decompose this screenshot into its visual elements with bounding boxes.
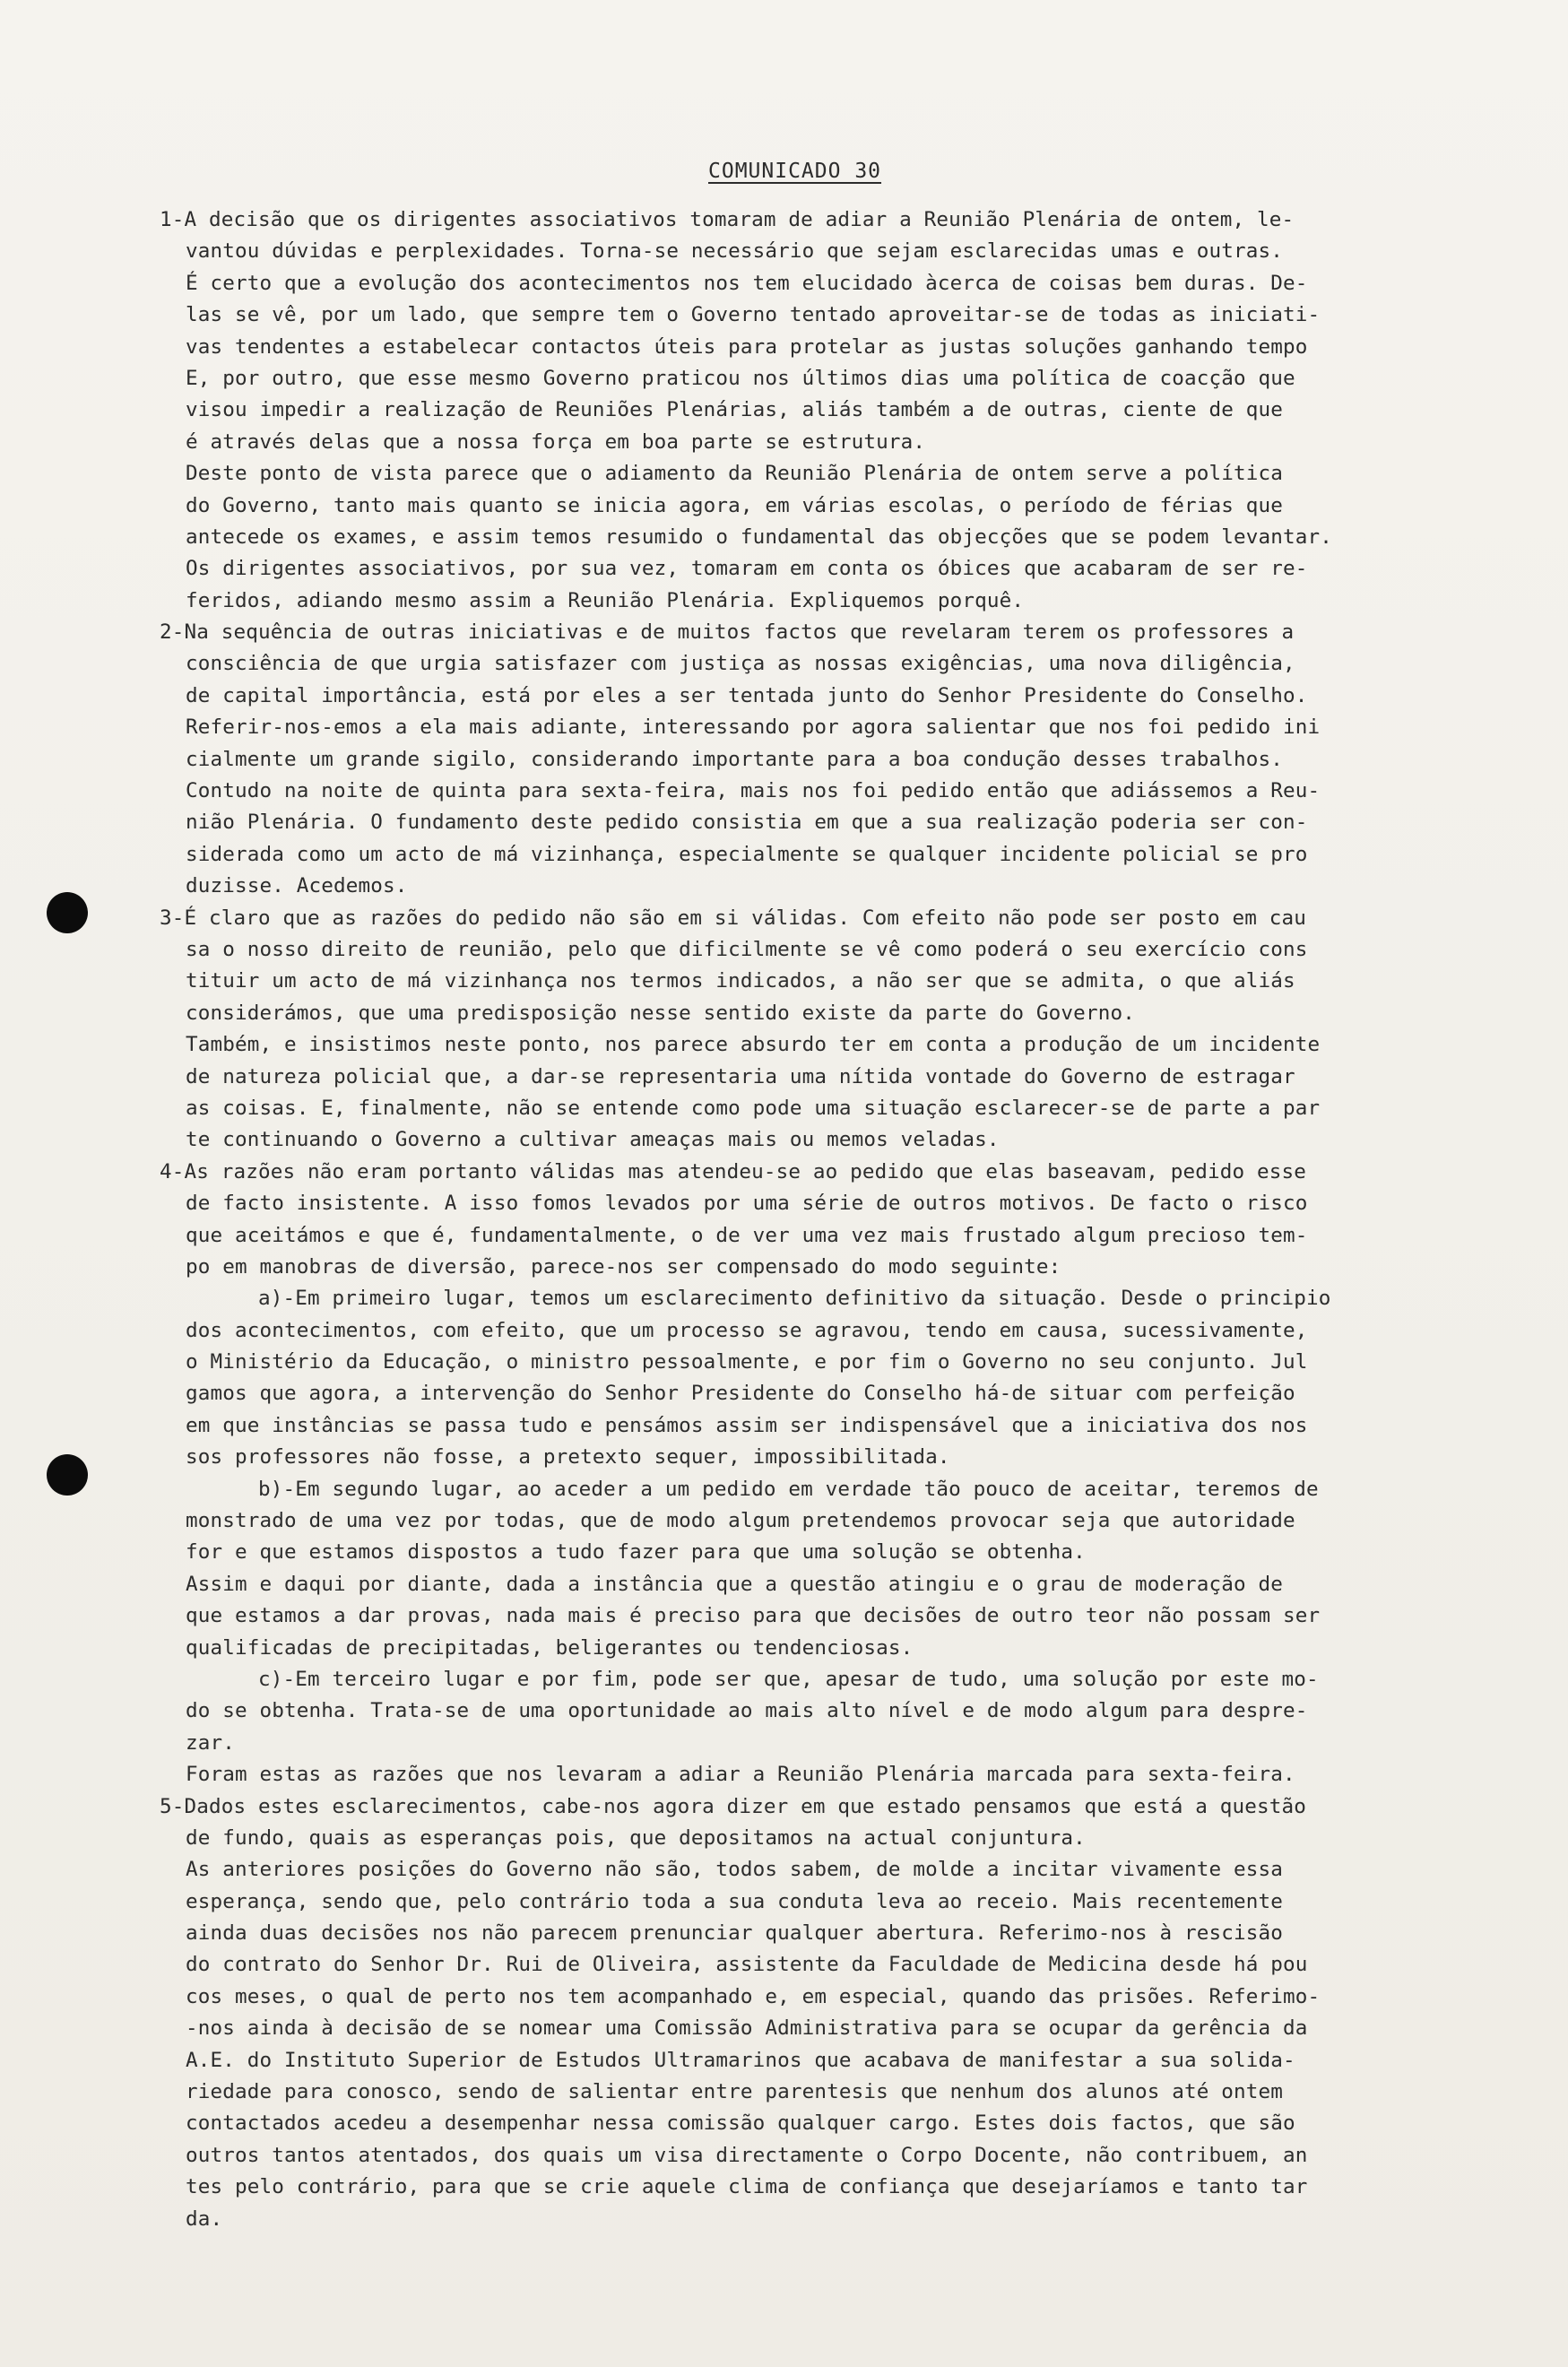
text-line: gamos que agora, a intervenção do Senhor Presidente do Conselho há-de situar com perfeição [186, 1382, 1295, 1406]
document-body [160, 204, 1504, 2235]
text-line: tituir um acto de má vizinhança nos termos indicados, a não ser que se admita, o que aliás [186, 969, 1295, 993]
text-line: a)-Em primeiro lugar, temos um esclarecimento definitivo da situação. Desde o principio [258, 1287, 1331, 1311]
text-line: feridos, adiando mesmo assim a Reunião Plenária. Expliquemos porquê. [186, 588, 1025, 612]
text-line: Assim e daqui por diante, dada a instância que a questão atingiu e o grau de moderação de [186, 1572, 1283, 1596]
text-line: 2-Na sequência de outras iniciativas e de muitos factos que revelaram terem os professores a [160, 620, 1295, 645]
text-line: 3-É claro que as razões do pedido não são em si válidas. Com efeito não pode ser posto em cau [160, 906, 1306, 930]
text-line: considerámos, que uma predisposição nesse sentido existe da parte do Governo. [186, 1001, 1135, 1025]
text-line: as coisas. E, finalmente, não se entende como pode uma situação esclarecer-se de parte a par [186, 1096, 1321, 1120]
text-line: po em manobras de diversão, parece-nos ser compensado do modo seguinte: [186, 1254, 1061, 1279]
text-line: do Governo, tanto mais quanto se inicia agora, em várias escolas, o período de férias que [186, 493, 1283, 517]
text-line: outros tantos atentados, dos quais um visa directamente o Corpo Docente, não contribuem, an [186, 2143, 1308, 2167]
text-line: Os dirigentes associativos, por sua vez, tomaram em conta os óbices que acabaram de ser re- [186, 557, 1308, 581]
text-line: qualificadas de precipitadas, beligerantes ou tendenciosas. [186, 1635, 914, 1660]
text-line: visou impedir a realização de Reuniões Plenárias, aliás também a de outras, ciente de que [186, 398, 1283, 422]
text-line: b)-Em segundo lugar, ao aceder a um pedido em verdade tão pouco de aceitar, teremos de [258, 1477, 1319, 1501]
text-line: o Ministério da Educação, o ministro pessoalmente, e por fim o Governo no seu conjunto. Jul [186, 1350, 1308, 1374]
text-line: da. [186, 2207, 223, 2231]
text-line: 1-A decisão que os dirigentes associativos tomaram de adiar a Reunião Plenária de ontem, le- [160, 208, 1295, 231]
text-line: monstrado de uma vez por todas, que de modo algum pretendemos provocar seja que autoridade [186, 1509, 1295, 1533]
text-line: Também, e insistimos neste ponto, nos parece absurdo ter em conta a produção de um incidente [186, 1033, 1321, 1057]
text-line: 4-As razões não eram portanto válidas mas atendeu-se ao pedido que elas baseavam, pedido esse [160, 1159, 1306, 1184]
text-line: A.E. do Instituto Superior de Estudos Ultramarinos que acabava de manifestar a sua solida- [186, 2048, 1295, 2072]
text-line: em que instâncias se passa tudo e pensámos assim ser indispensável que a iniciativa dos nos [186, 1413, 1308, 1437]
text-line: As anteriores posições do Governo não são, todos sabem, de molde a incitar vivamente essa [186, 1858, 1283, 1882]
text-line: vantou dúvidas e perplexidades. Torna-se necessário que sejam esclarecidas umas e outras. [186, 239, 1283, 264]
text-line: ainda duas decisões nos não parecem prenunciar qualquer abertura. Referimo-nos à rescisão [186, 1921, 1283, 1946]
text-line: do se obtenha. Trata-se de uma oportunidade ao mais alto nível e de modo algum para despre- [186, 1699, 1308, 1723]
text-line: esperança, sendo que, pelo contrário toda a sua conduta leva ao receio. Mais recentemente [186, 1889, 1283, 1913]
text-line: riedade para conosco, sendo de salientar entre parentesis que nenhum dos alunos até ontem [186, 2080, 1283, 2104]
text-line: que aceitámos e que é, fundamentalmente, o de ver uma vez mais frustado algum precioso tem- [186, 1223, 1308, 1247]
text-line: de fundo, quais as esperanças pois, que depositamos na actual conjuntura. [186, 1825, 1086, 1850]
text-line: E, por outro, que esse mesmo Governo praticou nos últimos dias uma política de coacção que [186, 366, 1295, 390]
text-line: Deste ponto de vista parece que o adiamento da Reunião Plenária de ontem serve a política [186, 462, 1283, 486]
text-line: Foram estas as razões que nos levaram a adiar a Reunião Plenária marcada para sexta-feira. [186, 1763, 1295, 1787]
text-line: vas tendentes a estabelecar contactos úteis para protelar as justas soluções ganhando tempo [186, 334, 1308, 359]
text-line: É certo que a evolução dos acontecimentos nos tem elucidado àcerca de coisas bem duras. De- [186, 271, 1308, 295]
text-line: nião Plenária. O fundamento deste pedido consistia em que a sua realização poderia ser con- [186, 811, 1308, 835]
text-line: do contrato do Senhor Dr. Rui de Oliveira, assistente da Faculdade de Medicina desde há pou [186, 1953, 1308, 1977]
text-line: Contudo na noite de quinta para sexta-feira, mais nos foi pedido então que adiássemos a Reu- [186, 779, 1321, 803]
text-line: é através delas que a nossa força em boa parte se estrutura. [186, 429, 926, 454]
text-line: que estamos a dar provas, nada mais é preciso para que decisões de outro teor não possam ser [186, 1604, 1321, 1628]
document-title: COMUNICADO 30 [708, 160, 882, 183]
text-line: dos acontecimentos, com efeito, que um processo se agravou, tendo em causa, sucessivamente, [186, 1318, 1308, 1342]
punch-hole [47, 892, 88, 933]
text-line: c)-Em terceiro lugar e por fim, pode ser que, apesar de tudo, uma solução por este mo- [258, 1667, 1319, 1691]
text-line: cos meses, o qual de perto nos tem acompanhado e, em especial, quando das prisões. Referimo- [186, 1984, 1321, 2008]
text-line: Referir-nos-emos a ela mais adiante, interessando por agora salientar que nos foi pedido ini [186, 715, 1321, 740]
text-line: antecede os exames, e assim temos resumido o fundamental das objecções que se podem levantar. [186, 525, 1332, 549]
text-line: te continuando o Governo a cultivar ameaças mais ou memos veladas. [186, 1128, 1000, 1152]
text-line: zar. [186, 1730, 236, 1755]
text-line: duzisse. Acedemos. [186, 874, 408, 898]
text-line: contactados acedeu a desempenhar nessa comissão qualquer cargo. Estes dois factos, que são [186, 2111, 1295, 2136]
text-line: cialmente um grande sigilo, considerando importante para a boa condução desses trabalhos. [186, 747, 1283, 771]
text-line: for e que estamos dispostos a tudo fazer para que uma solução se obtenha. [186, 1540, 1086, 1565]
text-line: sa o nosso direito de reunião, pelo que dificilmente se vê como poderá o seu exercício cons [186, 937, 1308, 961]
text-line: sos professores não fosse, a pretexto sequer, impossibilitada. [186, 1445, 950, 1470]
text-line: de capital importância, está por eles a ser tentada junto do Senhor Presidente do Conselho. [186, 683, 1308, 707]
text-line: de facto insistente. A isso fomos levados por uma série de outros motivos. De facto o risco [186, 1192, 1308, 1216]
text-line: las se vê, por um lado, que sempre tem o Governo tentado aproveitar-se de todas as iniciati- [186, 303, 1321, 327]
text-line: tes pelo contrário, para que se crie aquele clima de confiança que desejaríamos e tanto tar [186, 2175, 1308, 2199]
punch-hole [47, 1454, 88, 1496]
text-line: de natureza policial que, a dar-se representaria uma nítida vontade do Governo de estragar [186, 1064, 1295, 1088]
text-line: consciência de que urgia satisfazer com justiça as nossas exigências, uma nova diligência, [186, 652, 1295, 676]
text-line: -nos ainda à decisão de se nomear uma Comissão Administrativa para se ocupar da gerência da [186, 2016, 1308, 2041]
text-line: siderada como um acto de má vizinhança, especialmente se qualquer incidente policial se pro [186, 842, 1308, 866]
text-line: 5-Dados estes esclarecimentos, cabe-nos agora dizer em que estado pensamos que está a questão [160, 1794, 1306, 1818]
